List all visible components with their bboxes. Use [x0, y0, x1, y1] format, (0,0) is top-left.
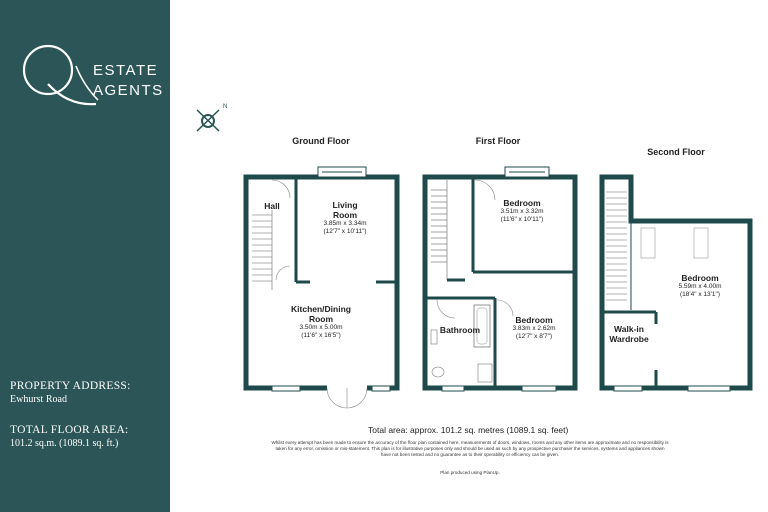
- floor-title-second: Second Floor: [647, 147, 705, 157]
- room-name-line: Walk-in: [614, 324, 644, 334]
- room-dimensions-imperial: (18'4" x 13'1"): [680, 291, 720, 298]
- compass-icon: [197, 104, 227, 131]
- compass-north-label: N: [223, 104, 228, 110]
- room-name: Bedroom: [503, 198, 541, 208]
- property-address-label: PROPERTY ADDRESS:: [10, 380, 131, 392]
- disclaimer-text: Whilst every attempt has been made to ensure the accuracy of the floor plan contained here, measurements of doors, windows, rooms and any other items are approximate and no responsibility is taken for any error, omission or mis-statement. This plan is for illustrative purposes only and should be used as such by any prospective purchaser the services, systems and appliances shown have not been tested and no guarantee as to their operability or efficiency can be given.: [271, 440, 669, 457]
- floor-title-ground: Ground Floor: [292, 136, 350, 146]
- second-floor-plan: [602, 177, 750, 391]
- room-label-living-room: [323, 200, 366, 236]
- room-dimensions-metric: 5.59m x 4.00m: [678, 283, 722, 290]
- room-dimensions-imperial: (12'7" x 10'11"): [323, 228, 367, 235]
- logo-line-agents: AGENTS: [93, 82, 164, 99]
- total-floor-area-value: 101.2 sq.m. (1089.1 sq. ft.): [10, 438, 119, 449]
- room-name: Bathroom: [439, 325, 481, 335]
- room-label-bedroom-2: [513, 315, 556, 341]
- room-dimensions-metric: 3.85m x 3.34m: [323, 220, 367, 227]
- room-label-kitchen-dining: [291, 304, 351, 340]
- logo-line-estate: ESTATE: [93, 62, 159, 79]
- room-name-line: Living: [332, 200, 358, 210]
- room-label-bedroom-3: [679, 273, 722, 299]
- room-label-bedroom-1: [501, 198, 544, 224]
- room-name-line: Room: [332, 210, 358, 220]
- property-address-value: Ewhurst Road: [10, 394, 67, 405]
- room-dimensions-imperial: (11'6" x 10'11"): [500, 216, 544, 223]
- room-dimensions-imperial: (12'7" x 8'7"): [515, 333, 553, 340]
- room-name: Bedroom: [515, 315, 553, 325]
- room-dimensions-metric: 3.50m x 5.00m: [299, 324, 343, 331]
- room-name-line: Wardrobe: [609, 334, 649, 344]
- room-name: Bedroom: [681, 273, 719, 283]
- total-area-text: Total area: approx. 101.2 sq. metres (1089.1 sq. feet): [368, 425, 569, 435]
- room-label-bathroom: [440, 325, 480, 335]
- plan-credit-text: Plan produced using PlanUp.: [440, 470, 500, 475]
- floor-title-first: First Floor: [475, 136, 521, 146]
- room-dimensions-metric: 3.51m x 3.32m: [500, 208, 544, 215]
- room-name-line: Room: [308, 314, 334, 324]
- total-floor-area-label: TOTAL FLOOR AREA:: [10, 424, 129, 436]
- room-name-line: Kitchen/Dining: [291, 304, 351, 314]
- room-label-hall: [264, 201, 280, 211]
- room-dimensions-metric: 3.83m x 2.62m: [512, 325, 556, 332]
- room-name: Hall: [264, 201, 280, 211]
- room-dimensions-imperial: (11'6" x 16'5"): [301, 332, 341, 339]
- room-label-walk-in-wardrobe: [609, 324, 648, 344]
